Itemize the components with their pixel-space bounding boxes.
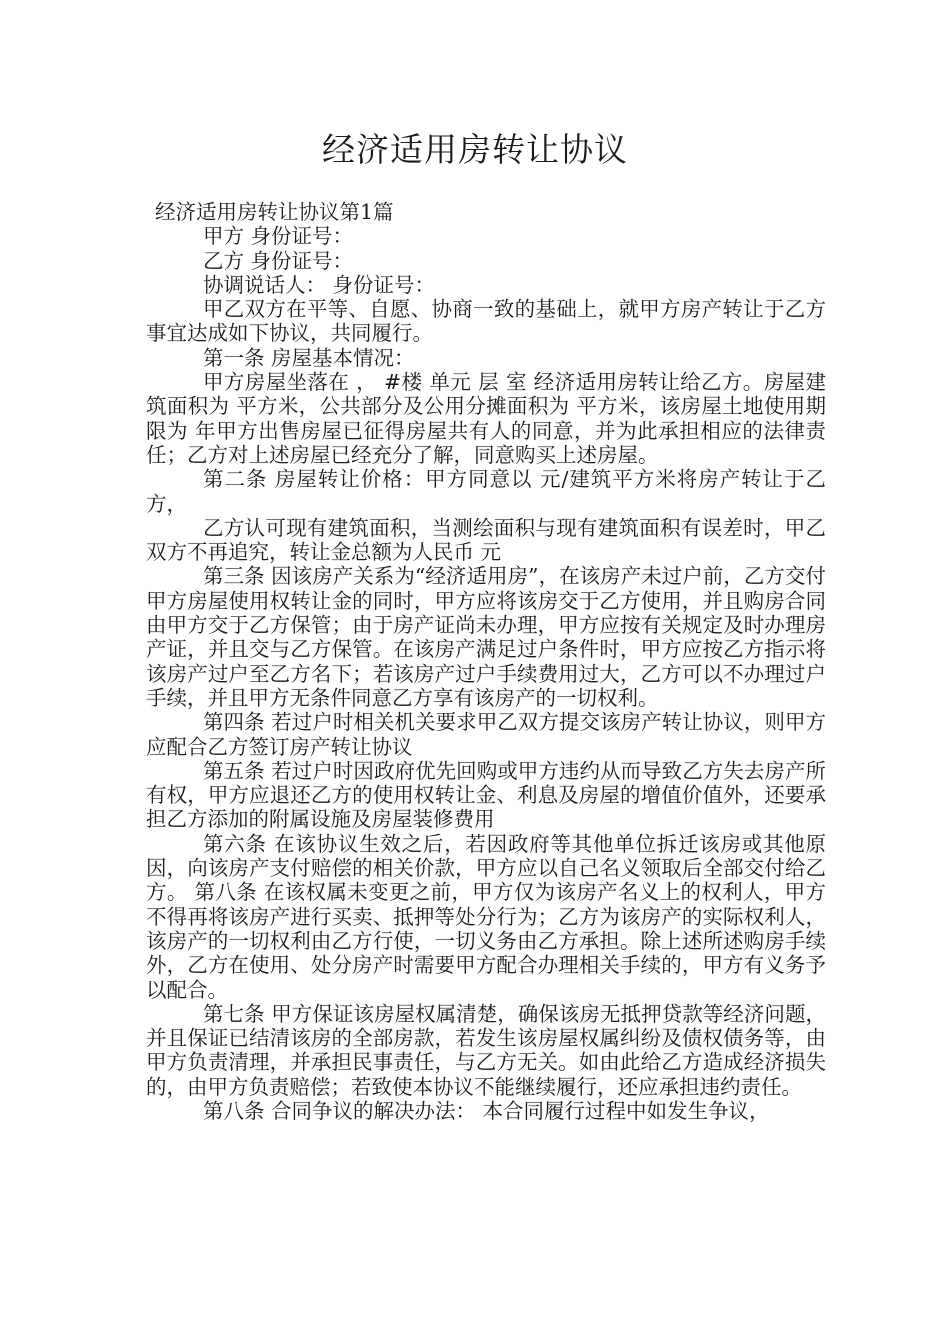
party-b-line: 乙方 身份证号：: [203, 248, 354, 273]
article-3-paragraph: 第三条 因该房产关系为“经济适用房”，在该房产未过户前，乙方交付甲方房屋使用权转让金的同时，甲方应将该房交于乙方使用，并且购房合同由甲方交于乙方保管；由于房产证尚未办理，甲方应按有关规定及时办理房产证，并且交与乙方保管。在该房产满足过户条件时，甲方应按乙方指示将该房产过户至乙方名下；若该房产过户手续费用过大，乙方可以不办理过户手续，并且甲方无条件同意乙方享有该房产的一切权利。: [146, 564, 826, 710]
article-4-paragraph: 第四条 若过户时相关机关要求甲乙双方提交该房产转让协议，则甲方应配合乙方签订房产转让协议: [146, 710, 826, 759]
article-1-body: 甲方房屋坐落在 ， #楼 单元 层 室 经济适用房转让给乙方。房屋建筑面积为 平方米，公共部分及公用分摊面积为 平方米，该房屋土地使用期限为 年甲方出售房屋已征得房屋共有人的同意，并为此承担相应的法律责任；乙方对上述房屋已经充分了解，同意购买上述房屋。: [146, 370, 826, 467]
article-7-paragraph: 第七条 甲方保证该房屋权属清楚，确保该房无抵押贷款等经济问题，并且保证已结清该房的全部房款，若发生该房屋权属纠纷及债权债务等，由甲方负责清理，并承担民事责任，与乙方无关。如由此给乙方造成经济损失的，由甲方负责赔偿；若致使本协议不能继续履行，还应承担违约责任。: [146, 1001, 826, 1099]
article-5-paragraph: 第五条 若过户时因政府优先回购或甲方违约从而导致乙方失去房产所有权，甲方应退还乙方的使用权转让金、利息及房屋的增值价值外，还要承担乙方添加的附属设施及房屋装修费用: [146, 758, 826, 832]
mediator-line: 协调说话人： 身份证号：: [203, 272, 436, 297]
preamble-paragraph: 甲乙双方在平等、自愿、协商一致的基础上，就甲方房产转让于乙方事宜达成如下协议，共同履行。: [146, 297, 826, 346]
party-a-line: 甲方 身份证号：: [203, 224, 354, 249]
article-8-paragraph: 第八条 合同争议的解决办法： 本合同履行过程中如发生争议，: [203, 1098, 770, 1123]
document-body: [146, 200, 826, 1123]
document-title: 经济适用房转让协议: [322, 130, 628, 169]
article-1-heading: 第一条 房屋基本情况：: [203, 345, 415, 370]
article-2-continuation: 乙方认可现有建筑面积，当测绘面积与现有建筑面积有误差时，甲乙双方不再追究，转让金总额为人民币 元: [146, 515, 826, 565]
article-6-paragraph: 第六条 在该协议生效之后，若因政府等其他单位拆迁该房或其他原因，向该房产支付赔偿的相关价款，甲方应以自己名义领取后全部交付给乙方。 第八条 在该权属未变更之前，甲方仅为该房产名义上的权利人，甲方不得再将该房产进行买卖、抵押等处分行为；乙方为该房产的实际权利人，该房产的一切权利由乙方行使，一切义务由乙方承担。除上述所述购房手续外，乙方在使用、处分房产时需要甲方配合办理相关手续的，甲方有义务予以配合。: [146, 831, 826, 1002]
article-2-paragraph: 第二条 房屋转让价格：甲方同意以 元/建筑平方米将房产转让于乙方，: [146, 467, 826, 516]
document-subtitle: 经济适用房转让协议第1篇: [155, 200, 394, 224]
